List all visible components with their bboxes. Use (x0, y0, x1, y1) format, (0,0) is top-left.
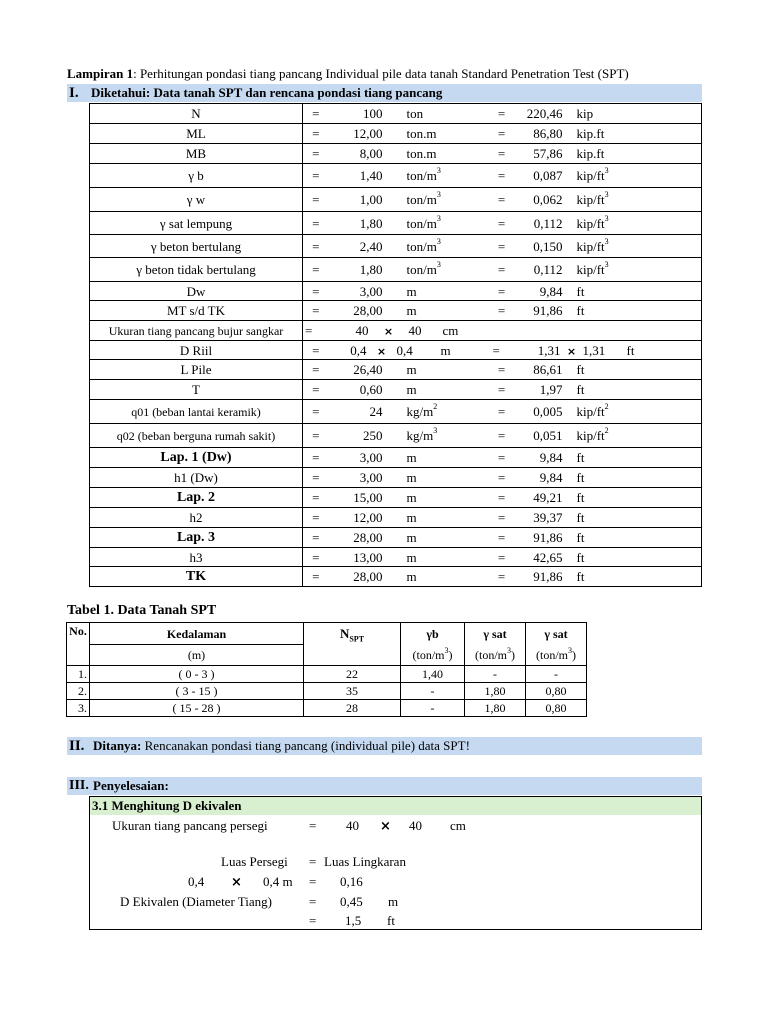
row-unit: ton (385, 104, 495, 124)
row-unit-imperial: kip/$ft^3$ (567, 212, 702, 235)
row-unit: m (385, 448, 495, 468)
row-value: 12,00 (329, 124, 385, 144)
row-value: 12,00 (329, 508, 385, 528)
col-unit-yb: $(ton/m^3)$ (401, 645, 465, 666)
row-name: MB (90, 144, 303, 164)
row-unit: ton/$m^3$ (385, 235, 495, 258)
cell-kedalaman: ( 0 - 3 ) (90, 666, 304, 683)
row-name: T (90, 380, 303, 400)
row-value-imperial: 0,112 (509, 212, 567, 235)
row-value: 1,00 (329, 188, 385, 212)
row-eq2: = (495, 567, 509, 587)
row-unit: m (385, 380, 495, 400)
cell-nspt: 22 (304, 666, 401, 683)
col-header-yb: γb (401, 623, 465, 645)
row-unit: ton.m (385, 144, 495, 164)
row-unit-imperial: kip (567, 104, 702, 124)
row-eq2: = (495, 282, 509, 301)
data-row (90, 508, 702, 528)
row-value-imperial: 91,86 (509, 301, 567, 321)
cell-yb: 1,40 (401, 666, 465, 683)
row-name: q01 (beban lantai keramik) (90, 400, 303, 424)
table-row (67, 700, 587, 717)
row-value-imperial: 42,65 (509, 548, 567, 567)
row-eq: = (303, 124, 329, 144)
row-unit: ton/$m^3$ (385, 188, 495, 212)
row-unit: m (385, 528, 495, 548)
row-eq: = (303, 341, 329, 360)
data-row (90, 380, 702, 400)
row-eq: = (303, 164, 329, 188)
row-value-imperial: 39,37 (509, 508, 567, 528)
row-eq2: = (495, 301, 509, 321)
row-unit-imperial: ft (567, 301, 702, 321)
spt-data-table (66, 622, 587, 717)
row-eq: = (303, 468, 329, 488)
row-name: Lap. 1 (Dw) (90, 448, 303, 468)
row-eq: = (303, 380, 329, 400)
row-eq2: = (495, 488, 509, 508)
row-name: γ w (90, 188, 303, 212)
data-row (90, 488, 702, 508)
cell-ysat1: - (465, 666, 526, 683)
row-eq2: = (495, 258, 509, 282)
row-value-imperial: 0,005 (509, 400, 567, 424)
row-unit: m (385, 548, 495, 567)
row-name: TK (90, 567, 303, 587)
row-value: 100 (329, 104, 385, 124)
row-name: γ beton bertulang (90, 235, 303, 258)
data-row (90, 104, 702, 124)
row-unit-imperial: ft (567, 567, 702, 587)
row-value-imperial: 0,150 (509, 235, 567, 258)
row-name: MT s/d TK (90, 301, 303, 321)
row-eq2: = (495, 448, 509, 468)
row-value: 13,00 (329, 548, 385, 567)
section-1-header: I. Diketahui: Data tanah SPT dan rencana pondasi tiang pancang (67, 84, 702, 102)
data-row (90, 548, 702, 567)
row-unit: ton.m (385, 124, 495, 144)
row-value: 1,80 (329, 212, 385, 235)
subsection-3-1: 3.1 Menghitung D ekivalen Ukuran tiang pancang persegi = 40 × 40 cm Luas Persegi = Luas Lingkaran 0,4 × 0,4 m = 0,16 D Ekivalen (Diameter Tiang) = 0,45 m = 1,5 ft (89, 796, 702, 930)
row-value: 28,00 (329, 528, 385, 548)
row-value-imperial: 9,84 (509, 468, 567, 488)
data-row-ukuran (90, 321, 702, 341)
row-unit-imperial: ft (567, 488, 702, 508)
row-eq: = (303, 321, 329, 341)
row-eq: = (303, 448, 329, 468)
row-value-imperial: 9,84 (509, 282, 567, 301)
table-row (67, 666, 587, 683)
row-eq: = (303, 235, 329, 258)
row-eq: = (303, 104, 329, 124)
row-value-imperial: 9,84 (509, 448, 567, 468)
data-row (90, 124, 702, 144)
row-unit: ton/$m^3$ (385, 164, 495, 188)
page-title: Lampiran 1: Perhitungan pondasi tiang pancang Individual pile data tanah Standard Penetration Test (SPT) (67, 66, 629, 81)
row-eq: = (303, 567, 329, 587)
col-unit-ysat2: $(ton/m^3)$ (526, 645, 587, 666)
row-eq2: = (495, 104, 509, 124)
row-value: 8,00 (329, 144, 385, 164)
row-unit: m (385, 488, 495, 508)
row-value-imperial: 91,86 (509, 528, 567, 548)
data-row (90, 567, 702, 587)
cell-kedalaman: ( 15 - 28 ) (90, 700, 304, 717)
col-header-nspt: $N_{SPT}$ (304, 623, 401, 666)
row-eq: = (303, 548, 329, 567)
table1-title: Tabel 1. Data Tanah SPT (67, 603, 217, 618)
row-unit-imperial: ft (567, 548, 702, 567)
row-eq: = (303, 508, 329, 528)
subsection-3-1-title: 3.1 Menghitung D ekivalen (90, 797, 701, 815)
row-unit-imperial: kip/$ft^3$ (567, 188, 702, 212)
row-eq2: = (495, 212, 509, 235)
row-eq2: = (495, 508, 509, 528)
data-row (90, 258, 702, 282)
known-data-table (89, 103, 702, 587)
row-eq2: = (495, 424, 509, 448)
table-row (67, 683, 587, 700)
cell-ysat2: 0,80 (526, 683, 587, 700)
data-row (90, 468, 702, 488)
row-value-imperial: 49,21 (509, 488, 567, 508)
cell-nspt: 35 (304, 683, 401, 700)
cell-kedalaman: ( 3 - 15 ) (90, 683, 304, 700)
row-value-imperial: 1,97 (509, 380, 567, 400)
row-value: 3,00 (329, 448, 385, 468)
col-header-kedalaman: Kedalaman (90, 623, 304, 645)
row-eq: = (303, 488, 329, 508)
row-name: L Pile (90, 360, 303, 380)
row-eq2: = (495, 188, 509, 212)
row-eq2: = (495, 548, 509, 567)
row-dimensions: 0,4 × 0,4 m = 1,31 × 1,31 ft (329, 341, 702, 360)
row-value: 2,40 (329, 235, 385, 258)
data-row-driil (90, 341, 702, 360)
row-eq: = (303, 188, 329, 212)
row-eq: = (303, 282, 329, 301)
cell-yb: - (401, 683, 465, 700)
row-value: 24 (329, 400, 385, 424)
row-value: 3,00 (329, 282, 385, 301)
row-name: h2 (90, 508, 303, 528)
row-eq2: = (495, 468, 509, 488)
cell-ysat1: 1,80 (465, 683, 526, 700)
row-unit: m (385, 301, 495, 321)
data-row (90, 144, 702, 164)
row-name: q02 (beban berguna rumah sakit) (90, 424, 303, 448)
row-unit-imperial: kip.ft (567, 124, 702, 144)
row-unit-imperial: kip/$ft^2$ (567, 400, 702, 424)
data-row (90, 164, 702, 188)
row-unit-imperial: ft (567, 380, 702, 400)
data-row (90, 235, 702, 258)
row-eq: = (303, 258, 329, 282)
row-name: γ beton tidak bertulang (90, 258, 303, 282)
data-row (90, 360, 702, 380)
row-unit: $kg/m^3$ (385, 424, 495, 448)
row-name: γ b (90, 164, 303, 188)
row-unit: ton/$m^3$ (385, 258, 495, 282)
row-value-imperial: 86,61 (509, 360, 567, 380)
row-eq: = (303, 528, 329, 548)
row-eq: = (303, 212, 329, 235)
col-header-ysat2: γ sat (526, 623, 587, 645)
row-unit-imperial: ft (567, 528, 702, 548)
row-value: 1,40 (329, 164, 385, 188)
data-row (90, 188, 702, 212)
row-name: γ sat lempung (90, 212, 303, 235)
cell-no: 1. (67, 666, 90, 683)
row-unit-imperial: kip/$ft^2$ (567, 424, 702, 448)
cell-nspt: 28 (304, 700, 401, 717)
row-unit-imperial: ft (567, 448, 702, 468)
section-3-header: III. Penyelesaian: (67, 777, 702, 795)
row-unit-imperial: ft (567, 360, 702, 380)
data-row (90, 301, 702, 321)
row-value-imperial: 220,46 (509, 104, 567, 124)
data-row (90, 400, 702, 424)
row-unit: m (385, 360, 495, 380)
row-value: 0,60 (329, 380, 385, 400)
row-unit-imperial: ft (567, 468, 702, 488)
row-eq2: = (495, 124, 509, 144)
row-unit-imperial: ft (567, 508, 702, 528)
row-eq: = (303, 424, 329, 448)
row-value-imperial: 57,86 (509, 144, 567, 164)
row-value-imperial: 0,087 (509, 164, 567, 188)
row-unit-imperial: ft (567, 282, 702, 301)
row-value: 15,00 (329, 488, 385, 508)
row-name: Ukuran tiang pancang bujur sangkar (90, 321, 303, 341)
cell-ysat2: - (526, 666, 587, 683)
row-value-imperial: 0,062 (509, 188, 567, 212)
row-name: h3 (90, 548, 303, 567)
row-name: h1 (Dw) (90, 468, 303, 488)
col-unit-ysat1: $(ton/m^3)$ (465, 645, 526, 666)
col-header-ysat1: γ sat (465, 623, 526, 645)
row-eq2: = (495, 400, 509, 424)
row-value: 28,00 (329, 567, 385, 587)
row-eq: = (303, 301, 329, 321)
row-unit-imperial: kip.ft (567, 144, 702, 164)
row-name: ML (90, 124, 303, 144)
row-value: 28,00 (329, 301, 385, 321)
row-unit: ton/$m^3$ (385, 212, 495, 235)
data-row (90, 448, 702, 468)
row-unit: m (385, 282, 495, 301)
row-name: Lap. 3 (90, 528, 303, 548)
cell-ysat1: 1,80 (465, 700, 526, 717)
row-eq2: = (495, 235, 509, 258)
row-value: 250 (329, 424, 385, 448)
cell-yb: - (401, 700, 465, 717)
cell-ysat2: 0,80 (526, 700, 587, 717)
row-name: N (90, 104, 303, 124)
row-name: Dw (90, 282, 303, 301)
row-eq: = (303, 400, 329, 424)
data-row (90, 528, 702, 548)
row-unit-imperial: kip/$ft^3$ (567, 235, 702, 258)
row-unit: m (385, 508, 495, 528)
row-name: Lap. 2 (90, 488, 303, 508)
row-unit: m (385, 567, 495, 587)
row-unit-imperial: kip/$ft^3$ (567, 258, 702, 282)
row-eq2: = (495, 144, 509, 164)
data-row (90, 212, 702, 235)
row-value-imperial: 0,112 (509, 258, 567, 282)
row-eq2: = (495, 528, 509, 548)
row-value: 1,80 (329, 258, 385, 282)
row-eq2: = (495, 380, 509, 400)
row-value-imperial: 86,80 (509, 124, 567, 144)
col-unit-kedalaman: (m) (90, 645, 304, 666)
section-2-header: II. Ditanya: Rencanakan pondasi tiang pancang (individual pile) data SPT! (67, 737, 702, 755)
row-value: 3,00 (329, 468, 385, 488)
row-unit: m (385, 468, 495, 488)
row-name: D Riil (90, 341, 303, 360)
row-value: 26,40 (329, 360, 385, 380)
row-value-imperial: 0,051 (509, 424, 567, 448)
row-value-imperial: 91,86 (509, 567, 567, 587)
row-eq: = (303, 360, 329, 380)
cell-no: 2. (67, 683, 90, 700)
row-eq2: = (495, 360, 509, 380)
row-eq: = (303, 144, 329, 164)
data-row (90, 282, 702, 301)
row-unit-imperial: kip/$ft^3$ (567, 164, 702, 188)
col-header-no: No. (67, 623, 90, 666)
row-unit: $kg/m^2$ (385, 400, 495, 424)
row-eq2: = (495, 164, 509, 188)
data-row (90, 424, 702, 448)
cell-no: 3. (67, 700, 90, 717)
row-dimensions: 40 × 40 cm (329, 321, 702, 341)
